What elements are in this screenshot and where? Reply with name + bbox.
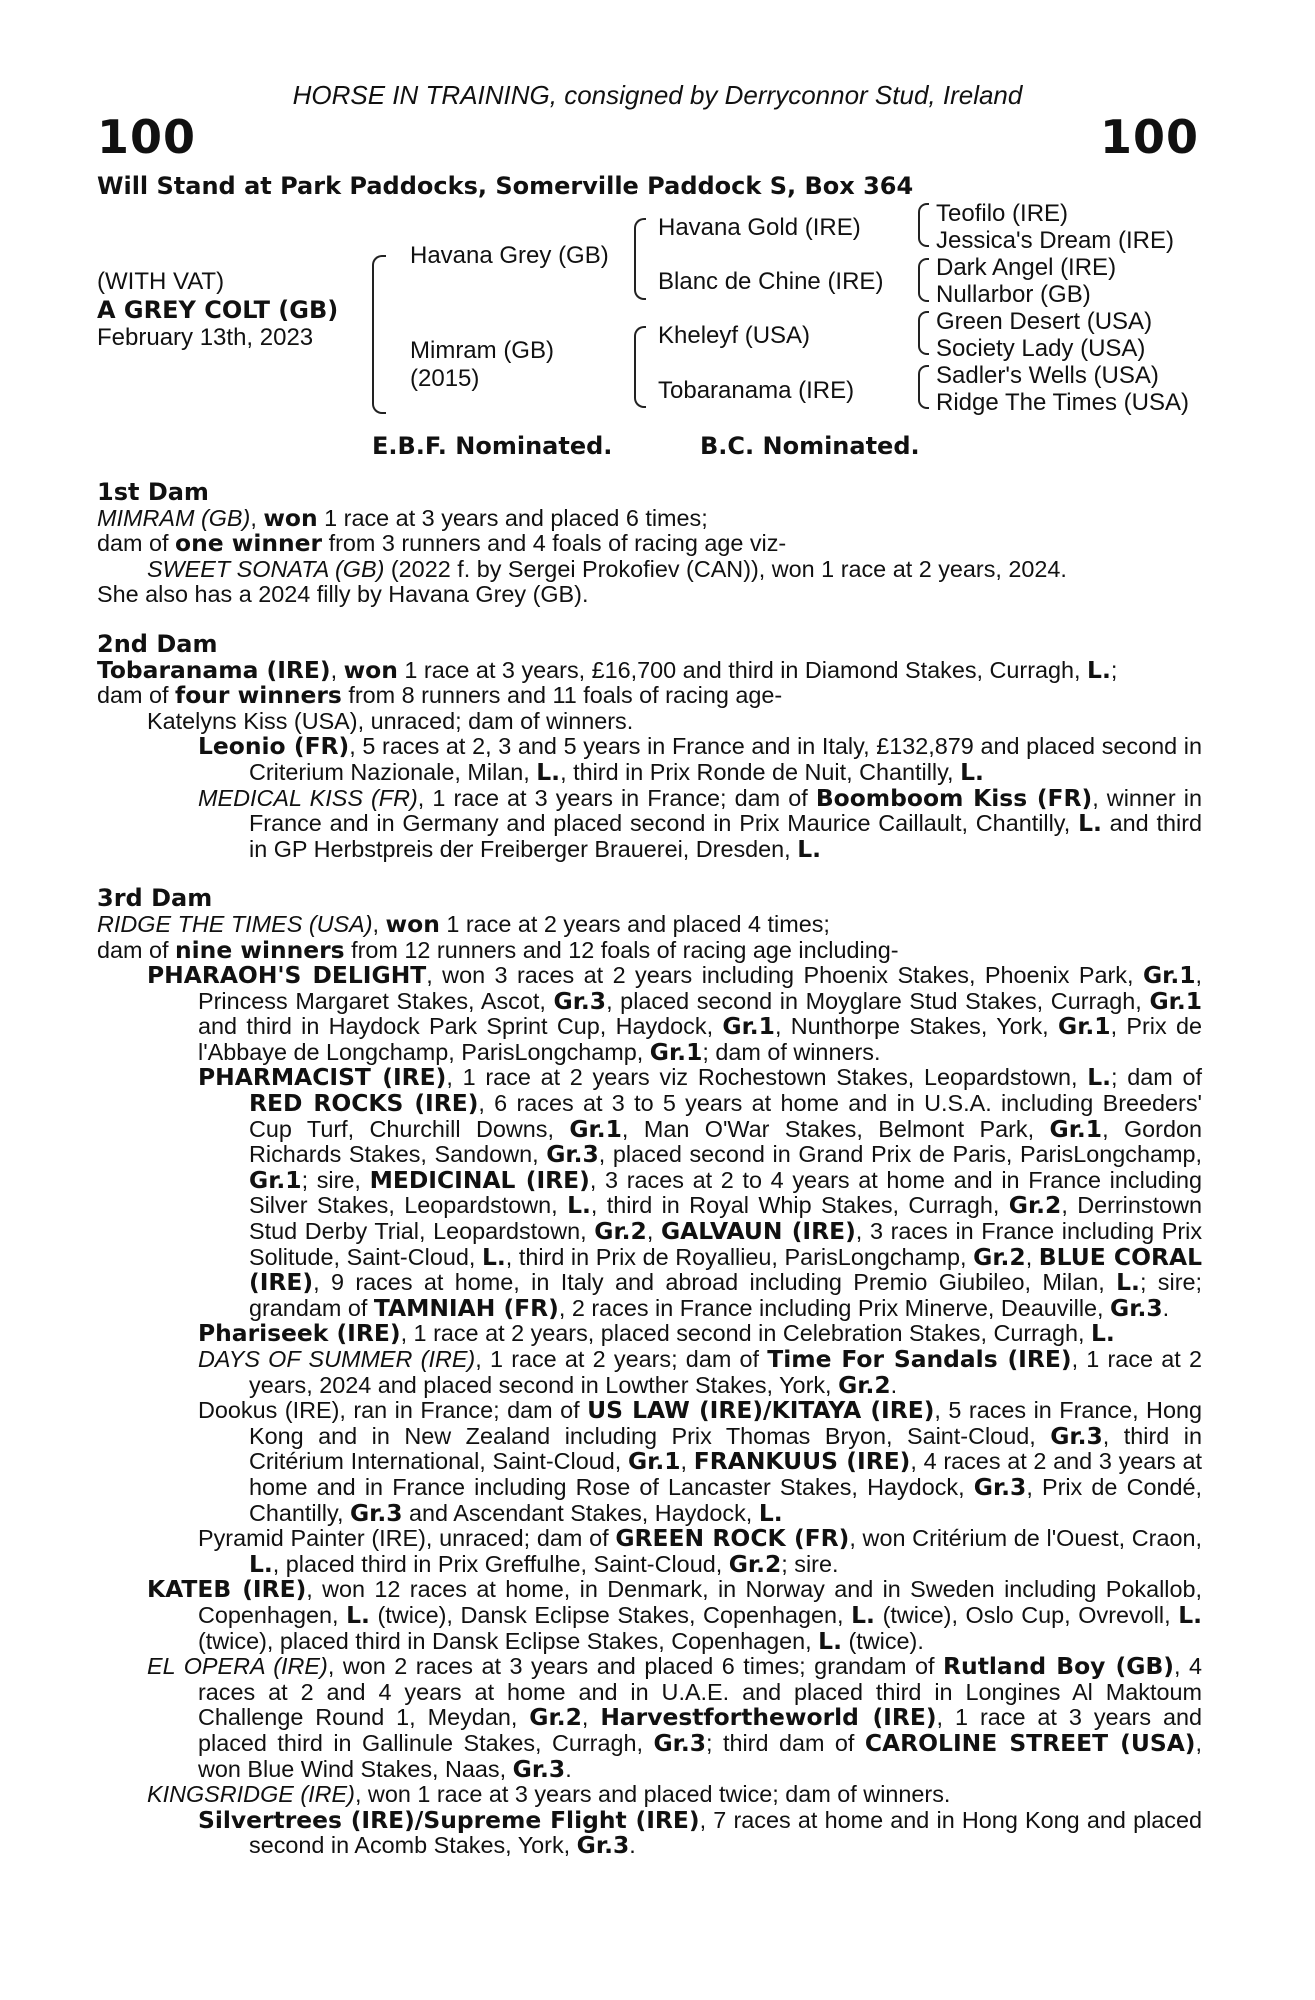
bold-run: L. xyxy=(536,757,561,786)
text-run: , won 2 races at 3 years and placed 6 times; grandam of xyxy=(327,1653,944,1680)
bold-run: Gr.3 xyxy=(1110,1293,1163,1322)
bold-run: L. xyxy=(960,757,984,786)
bold-run: L. xyxy=(1178,1600,1202,1629)
dam3-record xyxy=(97,909,1202,938)
bold-run: Gr.1 xyxy=(1142,961,1196,990)
text-run: , Nunthorpe Stakes, York, xyxy=(774,1013,1058,1040)
text-run: dam of xyxy=(97,682,176,709)
text-run: 1 race at 3 years, £16,700 and third in Diamond Stakes, Curragh, xyxy=(397,656,1088,683)
dam2-heading: 2nd Dam xyxy=(97,629,218,658)
text-run: , xyxy=(680,1448,694,1475)
ebf-nomination: E.B.F. Nominated. xyxy=(372,432,613,460)
brace-sire xyxy=(634,218,646,300)
horse-name: A GREY COLT (GB) xyxy=(97,296,339,324)
italic-run: RIDGE THE TIMES (USA) xyxy=(97,910,373,937)
dam2-record xyxy=(97,655,1202,684)
bold-run: PHARMACIST (IRE) xyxy=(198,1063,447,1092)
catalogue-body xyxy=(97,480,1202,1859)
text-run: , Gordon Richards Stakes, Sandown, xyxy=(249,1115,1202,1168)
bold-run: won xyxy=(343,655,398,684)
bold-run: Gr.3 xyxy=(512,1754,566,1783)
text-run: , 1 race at 2 years, placed second in Celebration Stakes, Curragh, xyxy=(400,1320,1091,1347)
bold-run: Gr.3 xyxy=(1050,1421,1103,1450)
text-run: . xyxy=(565,1755,572,1782)
text-run: , xyxy=(646,1218,661,1245)
bold-run: Gr.2 xyxy=(728,1549,782,1578)
text-run: (2022 f. by Sergei Prokofiev (CAN)), won 1 race at 2 years, 2024. xyxy=(384,555,1067,582)
text-run: ; sire. xyxy=(781,1550,839,1577)
dam2-produce xyxy=(97,709,1202,735)
dam3-grandproduce xyxy=(97,1065,1202,1321)
vat-note: (WITH VAT) xyxy=(97,268,225,295)
bold-run: Gr.3 xyxy=(653,1728,707,1757)
text-run: ; dam of winners. xyxy=(702,1038,881,1065)
text-run: , Prix de Condé, Chantilly, xyxy=(249,1473,1202,1526)
bold-run: L. xyxy=(1087,1063,1111,1092)
text-run: , third in Critérium International, Saint-Cloud, xyxy=(249,1422,1202,1475)
text-run: dam of xyxy=(97,530,176,557)
text-run: , 4 races at 2 and 3 years at home and in France including Rose of Lancaster Stakes, Haydock, xyxy=(249,1448,1203,1500)
text-run: , 1 race at 3 years in France; dam of xyxy=(417,784,816,811)
bold-run: PHARAOH'S DELIGHT xyxy=(147,961,427,990)
text-run: (twice), Oslo Cup, Ovrevoll, xyxy=(874,1601,1179,1628)
bold-run: won xyxy=(385,909,440,938)
dam3-grandproduce xyxy=(97,1398,1202,1526)
text-run: , placed third in Prix Greffulhe, Saint-Cloud, xyxy=(272,1550,729,1577)
text-run: , won Critérium de l'Ouest, Craon, xyxy=(849,1525,1202,1552)
text-run: , 5 races in France, Hong Kong and in New Zealand including Prix Thomas Bryon, Saint-Cloud, xyxy=(249,1397,1202,1449)
bold-run: Leonio (FR) xyxy=(198,732,350,761)
text-run: (twice). xyxy=(841,1627,924,1654)
bold-run: L. xyxy=(249,1549,273,1578)
bold-run: L. xyxy=(1116,1268,1140,1297)
bold-run: Gr.1 xyxy=(627,1447,681,1476)
dam2-grandproduce xyxy=(97,734,1202,785)
foaling-date: February 13th, 2023 xyxy=(97,324,314,351)
dd-sire: Sadler's Wells (USA) xyxy=(936,362,1159,389)
italic-run: KINGSRIDGE (IRE) xyxy=(147,1781,355,1808)
text-run: 1 race at 3 years and placed 6 times; xyxy=(317,504,708,531)
bold-run: MEDICINAL (IRE) xyxy=(369,1165,590,1194)
dam3-produce xyxy=(97,1577,1202,1654)
text-run: . xyxy=(629,1832,636,1859)
bold-run: Gr.2 xyxy=(529,1703,582,1732)
text-run: , Prix de l'Abbaye de Longchamp, ParisLongchamp, xyxy=(198,1013,1202,1065)
text-run: , won Blue Wind Stakes, Naas, xyxy=(198,1729,1202,1782)
text-run: , won 3 races at 2 years including Phoenix Stakes, Phoenix Park, xyxy=(426,962,1143,989)
lot-number-right: 100 xyxy=(1099,110,1199,164)
bold-run: L. xyxy=(851,1600,875,1629)
text-run: , xyxy=(250,504,264,531)
bc-nomination: B.C. Nominated. xyxy=(700,432,920,460)
bold-run: Rutland Boy (GB) xyxy=(943,1652,1174,1681)
consignment-title: HORSE IN TRAINING, consigned by Derryconnor Stud, Ireland xyxy=(292,80,1023,110)
dam3-grandproduce xyxy=(97,1347,1202,1398)
text-run: ; dam of xyxy=(1111,1064,1202,1091)
text-run: , 2 races in France including Prix Minerve, Deauville, xyxy=(558,1294,1111,1321)
text-run: , xyxy=(372,910,386,937)
bold-run: Gr.1 xyxy=(1058,1012,1111,1041)
text-run: , 5 races at 2, 3 and 5 years in France and in Italy, £132,879 and placed second in Criterium Nazionale, Milan, xyxy=(249,733,1202,785)
bold-run: Tobaranama (IRE) xyxy=(97,655,331,684)
brace-dam xyxy=(634,326,646,408)
text-run: , 1 race at 2 years, 2024 and placed second in Lowther Stakes, York, xyxy=(249,1346,1202,1398)
bold-run: GREEN ROCK (FR) xyxy=(615,1524,850,1553)
text-run: , Man O'War Stakes, Belmont Park, xyxy=(621,1115,1050,1142)
text-run: , 1 race at 3 years and placed third in Gallinule Stakes, Curragh, xyxy=(198,1704,1202,1756)
bold-run: Time For Sandals (IRE) xyxy=(767,1345,1072,1373)
text-run: , 3 races in France including Prix Solitude, Saint-Cloud, xyxy=(249,1218,1203,1270)
italic-run: MEDICAL KISS (FR) xyxy=(198,784,418,811)
text-run: , won 12 races at home, in Denmark, in Norway and in Sweden including Pokallob, Copenhagen, xyxy=(198,1576,1202,1628)
bold-run: Gr.3 xyxy=(553,986,607,1015)
sire: Havana Grey (GB) xyxy=(410,242,609,269)
bold-run: L. xyxy=(1078,809,1102,838)
text-run: , 4 races at 2 and 4 years at home and in U.A.E. and placed third in Longines Al Maktoum Challenge Round 1, Meydan, xyxy=(198,1653,1202,1731)
text-run: ; sire, xyxy=(301,1166,370,1193)
brace-ss xyxy=(918,203,929,247)
text-run: (twice), Dansk Eclipse Stakes, Copenhagen, xyxy=(369,1601,852,1628)
dam3-grandproduce xyxy=(97,1805,1202,1860)
text-run: ; xyxy=(1110,656,1118,683)
bold-run: L. xyxy=(758,1498,783,1527)
text-run: 1 race at 2 years and placed 4 times; xyxy=(439,910,830,937)
bold-run: BLUE CORAL (IRE) xyxy=(249,1242,1202,1297)
bold-run: RED ROCKS (IRE) xyxy=(249,1089,479,1118)
brace-sd xyxy=(918,258,929,302)
bold-run: won xyxy=(263,503,318,532)
sire-dam: Blanc de Chine (IRE) xyxy=(658,268,884,295)
dam3-produce xyxy=(97,963,1202,1065)
bold-run: L. xyxy=(346,1600,370,1629)
text-run: . xyxy=(890,1371,898,1398)
text-run: , xyxy=(330,656,344,683)
text-run: ; third dam of xyxy=(706,1729,865,1756)
dam-sire: Kheleyf (USA) xyxy=(658,322,811,349)
dd-dam: Ridge The Times (USA) xyxy=(936,389,1189,416)
bold-run: Gr.3 xyxy=(973,1472,1027,1501)
dam2-grandproduce xyxy=(97,783,1202,863)
bold-run: US LAW (IRE)/KITAYA (IRE) xyxy=(587,1396,935,1425)
dam3-produce xyxy=(97,1654,1202,1782)
bold-run: L. xyxy=(818,1626,842,1655)
text-run: , winner in France and in Germany and placed second in Prix Maurice Caillault, Chantilly, xyxy=(249,784,1202,837)
bold-run: GALVAUN (IRE) xyxy=(660,1217,856,1246)
bold-run: Gr.2 xyxy=(973,1242,1026,1271)
text-run: , third in Prix de Royallieu, ParisLongchamp, xyxy=(505,1243,974,1270)
italic-run: MIMRAM (GB) xyxy=(97,504,251,531)
text-run: She also has a 2024 filly by Havana Grey (GB). xyxy=(97,581,589,608)
dam3-heading: 3rd Dam xyxy=(97,884,213,913)
text-run: , Princess Margaret Stakes, Ascot, xyxy=(198,962,1202,1014)
bold-run: nine winners xyxy=(175,935,345,964)
bold-run: TAMNIAH (FR) xyxy=(373,1293,559,1322)
text-run: ; sire; grandam of xyxy=(249,1269,1202,1321)
dam3-grandproduce xyxy=(97,1526,1202,1577)
sd-sire: Dark Angel (IRE) xyxy=(936,254,1117,281)
dam-dam: Tobaranama (IRE) xyxy=(658,377,855,404)
sire-sire: Havana Gold (IRE) xyxy=(658,214,861,241)
text-run: , xyxy=(581,1704,601,1731)
ss-dam: Jessica's Dream (IRE) xyxy=(936,227,1174,254)
dam3-produce-summary xyxy=(97,935,1202,964)
dam1-produce-summary xyxy=(97,531,1202,557)
text-run: , 3 races at 2 to 4 years at home and in France including Silver Stakes, Leopardstown, xyxy=(249,1166,1203,1219)
bold-run: KATEB (IRE) xyxy=(147,1575,307,1604)
dam3-produce xyxy=(97,1782,1202,1808)
text-run: , third in Prix Ronde de Nuit, Chantilly, xyxy=(560,758,961,785)
text-run: (twice), placed third in Dansk Eclipse Stakes, Copenhagen, xyxy=(198,1627,819,1654)
text-run: , 6 races at 3 to 5 years at home and in U.S.A. including Breeders' Cup Turf, Churchill Downs, xyxy=(249,1090,1202,1142)
dam1-heading: 1st Dam xyxy=(97,478,209,506)
bold-run: Gr.3 xyxy=(349,1498,403,1527)
bold-run: CAROLINE STREET (USA) xyxy=(864,1728,1196,1757)
text-run: Dookus (IRE), ran in France; dam of xyxy=(198,1397,588,1424)
bold-run: FRANKUUS (IRE) xyxy=(693,1447,911,1476)
italic-run: SWEET SONATA (GB) xyxy=(147,555,385,582)
sd-dam: Nullarbor (GB) xyxy=(936,281,1091,308)
bold-run: L. xyxy=(797,834,821,863)
text-run: . xyxy=(1162,1294,1170,1321)
bold-run: Gr.1 xyxy=(249,1165,302,1194)
lot-number-left: 100 xyxy=(97,110,197,164)
stand-location: Will Stand at Park Paddocks, Somerville Paddock S, Box 364 xyxy=(97,172,914,200)
bold-run: Gr.1 xyxy=(1049,1114,1103,1143)
text-run: , placed second in Grand Prix de Paris, ParisLongchamp, xyxy=(598,1141,1202,1168)
bold-run: Gr.2 xyxy=(594,1217,647,1246)
text-run: , 1 race at 2 years viz Rochestown Stakes, Leopardstown, xyxy=(446,1064,1088,1091)
bold-run: Gr.3 xyxy=(576,1831,630,1860)
ss-sire: Teofilo (IRE) xyxy=(936,200,1069,227)
dam: Mimram (GB) xyxy=(410,337,554,364)
dam2-produce-summary xyxy=(97,683,1202,709)
bold-run: Gr.2 xyxy=(1008,1191,1062,1220)
dam1-note xyxy=(97,582,1202,608)
text-run: and Ascendant Stakes, Haydock, xyxy=(402,1499,759,1526)
italic-run: EL OPERA (IRE) xyxy=(147,1653,328,1680)
dam1-record xyxy=(97,503,1202,532)
text-run: , won 1 race at 3 years and placed twice; dam of winners. xyxy=(354,1781,951,1808)
text-run: , placed second in Moyglare Stud Stakes, Curragh, xyxy=(606,987,1150,1014)
bold-run: L. xyxy=(1087,655,1111,684)
text-run: Katelyns Kiss (USA), unraced; dam of winners. xyxy=(147,707,634,734)
text-run: from 8 runners and 11 foals of racing age- xyxy=(341,682,783,709)
text-run: from 3 runners and 4 foals of racing age viz- xyxy=(322,530,787,557)
bold-run: Gr.2 xyxy=(838,1370,891,1399)
brace-dd xyxy=(918,365,929,409)
bold-run: L. xyxy=(567,1191,591,1220)
bold-run: Gr.1 xyxy=(569,1114,622,1143)
text-run: Pyramid Painter (IRE), unraced; dam of xyxy=(198,1525,616,1552)
text-run: , third in Royal Whip Stakes, Curragh, xyxy=(590,1192,1009,1219)
ds-sire: Green Desert (USA) xyxy=(936,308,1153,335)
text-run: , xyxy=(1025,1243,1039,1270)
bold-run: Gr.1 xyxy=(722,1012,775,1041)
brace-ds xyxy=(918,311,929,355)
bold-run: Silvertrees (IRE)/Supreme Flight (IRE) xyxy=(198,1805,700,1834)
text-run: from 12 runners and 12 foals of racing age including- xyxy=(344,936,899,963)
italic-run: DAYS OF SUMMER (IRE) xyxy=(198,1346,476,1372)
dam1-foal xyxy=(97,557,1202,583)
text-run: , 1 race at 2 years; dam of xyxy=(475,1346,768,1372)
dam-year: (2015) xyxy=(410,365,480,392)
bold-run: Gr.3 xyxy=(546,1140,599,1169)
text-run: , Derrinstown Stud Derby Trial, Leopardstown, xyxy=(249,1192,1202,1245)
text-run: , 9 races at home, in Italy and abroad including Premio Giubileo, Milan, xyxy=(313,1269,1117,1296)
bold-run: L. xyxy=(481,1242,506,1271)
text-run: dam of xyxy=(97,936,176,963)
bold-run: Boomboom Kiss (FR) xyxy=(815,783,1093,812)
text-run: , 7 races at home and in Hong Kong and placed second in Acomb Stakes, York, xyxy=(249,1806,1202,1859)
dam3-grandproduce xyxy=(97,1321,1202,1347)
bold-run: one winner xyxy=(175,529,323,558)
bold-run: L. xyxy=(1090,1319,1115,1348)
ds-dam: Society Lady (USA) xyxy=(936,335,1146,362)
text-run: and third in Haydock Park Sprint Cup, Haydock, xyxy=(198,1013,723,1040)
text-run: and third in GP Herbstpreis der Freiberger Brauerei, Dresden, xyxy=(249,810,1202,862)
bold-run: four winners xyxy=(175,681,342,710)
bold-run: Phariseek (IRE) xyxy=(198,1319,401,1348)
bold-run: Harvestfortheworld (IRE) xyxy=(600,1703,937,1732)
brace-main xyxy=(372,255,386,414)
bold-run: Gr.1 xyxy=(1149,986,1202,1015)
bold-run: Gr.1 xyxy=(649,1037,703,1066)
